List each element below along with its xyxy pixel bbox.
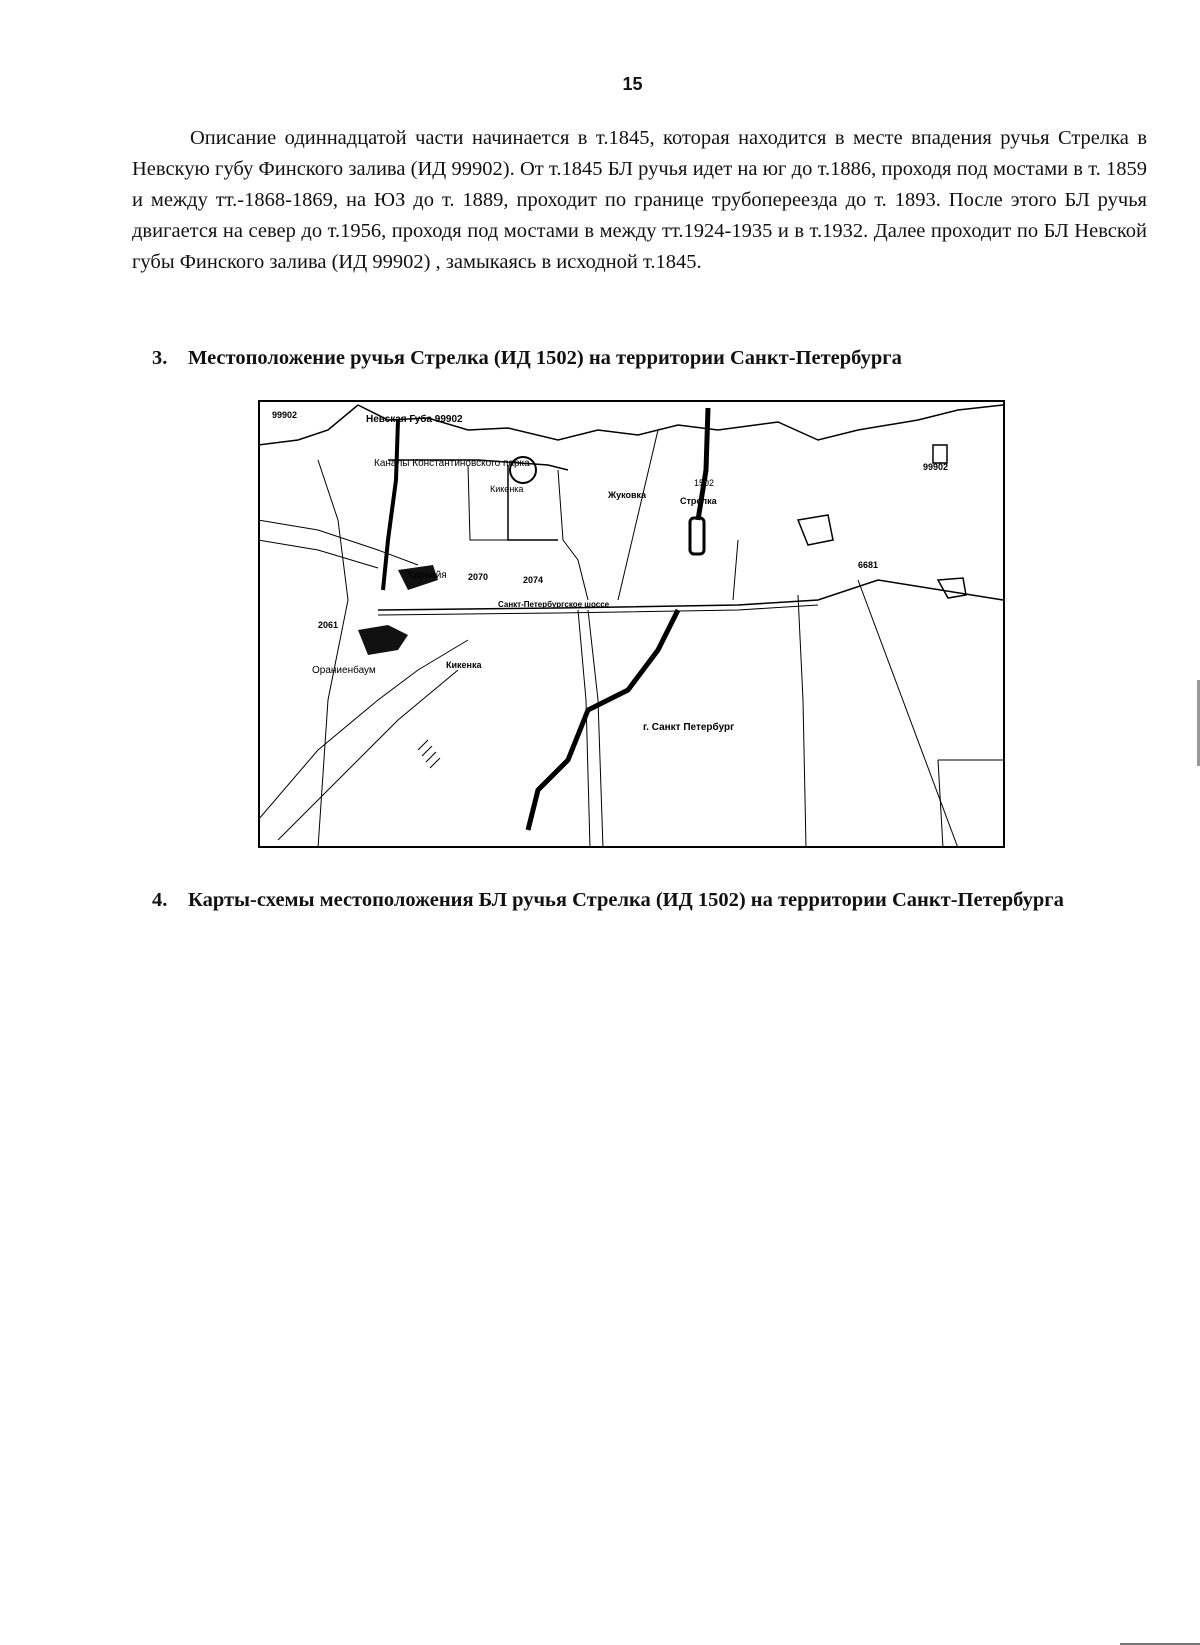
description-paragraph: Описание одиннадцатой части начинается в т.1845, которая находится в месте впадения ручья Стрелка в Невскую губу Финского залива (ИД 99902). От т.1845 БЛ ручья идет на юг до т.1886, проходя под мостами в т. 1859 и между тт.-1868-1869, на ЮЗ до т. 1889, проходит по границе трубопереезда до т. 1893. После этого БЛ ручья двигается на север до т.1956, проходя под мостами в между тт.1924-1935 и в т.1932. Далее проходит по БЛ Невской губы Финского залива (ИД 99902) , замыкаясь в исходной т.1845.	[132, 127, 1147, 273]
map-label-spb-shosse: Санкт-Петербургское шоссе	[498, 600, 610, 609]
map-label-city: г. Санкт Петербург	[643, 722, 735, 733]
map-label-99902-left: 99902	[272, 410, 298, 420]
map-frame	[259, 401, 1004, 847]
map-label-6681: 6681	[858, 560, 879, 570]
page-number: 15	[622, 74, 643, 94]
map-label-oranienbaum: Ораниенбаум	[312, 665, 376, 676]
section-3-title: Местоположение ручья Стрелка (ИД 1502) на территории Санкт-Петербурга	[188, 347, 902, 369]
map-label-99902-right: 99902	[923, 462, 949, 472]
map-label-kanaly: Каналы Константиновского парка	[374, 458, 530, 469]
section-4-heading	[152, 885, 1147, 915]
section-3-heading	[152, 343, 1152, 373]
section-3-number: 3.	[152, 347, 168, 369]
stream-location-map	[258, 400, 1005, 848]
map-label-kikenka-bottom: Кикенка	[446, 660, 482, 670]
map-label-2074: 2074	[523, 575, 544, 585]
map-label-nevskaya-guba: Невская Губа 99902	[366, 414, 463, 425]
section-4-title: Карты-схемы местоположения БЛ ручья Стрелка (ИД 1502) на территории Санкт-Петербурга	[188, 889, 1064, 911]
section-4-number: 4.	[152, 889, 168, 911]
map-label-2070: 2070	[468, 572, 489, 582]
map-label-zhukovka: Жуковка	[608, 490, 647, 500]
map-label-1502: 1502	[694, 478, 715, 488]
map-label-kikenka-top: Кикенка	[490, 484, 524, 494]
map-label-strelka: Стрелка	[680, 496, 717, 506]
map-label-karvaya: Карвайя	[408, 570, 447, 581]
map-label-2061: 2061	[318, 620, 339, 630]
